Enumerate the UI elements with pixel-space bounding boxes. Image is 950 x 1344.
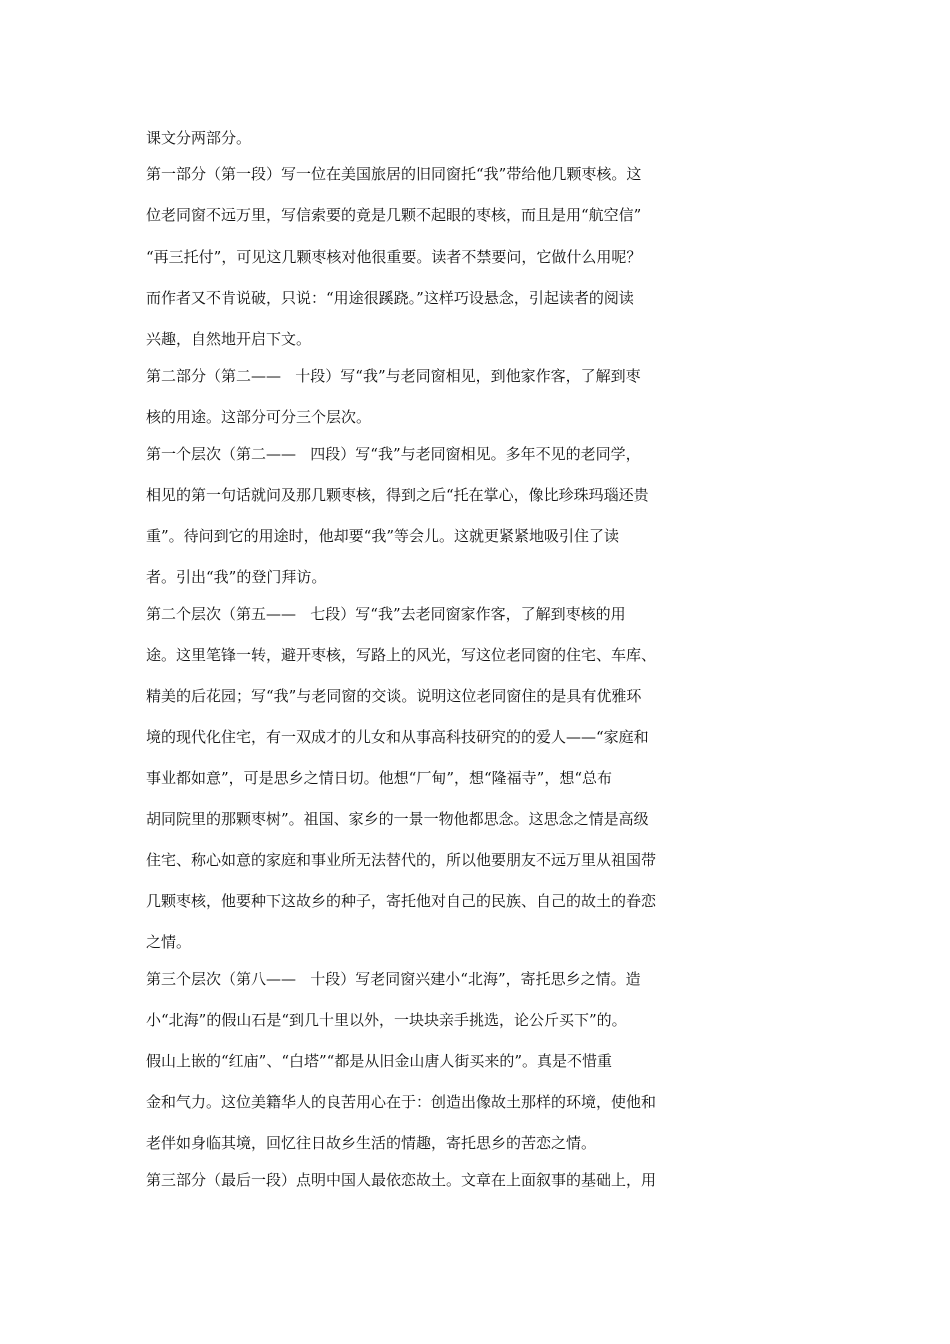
text-line: 第二个层次（第五—— 七段）写“我”去老同窗家作客，了解到枣核的用 — [146, 605, 626, 623]
text-line: 第一个层次（第二—— 四段）写“我”与老同窗相见。多年不见的老同学， — [146, 445, 641, 463]
text-line: 重”。待问到它的用途时，他却要“我”等会儿。这就更紧紧地吸引住了读 — [146, 527, 620, 545]
text-line: 相见的第一句话就问及那几颗枣核，得到之后“托在掌心，像比珍珠玛瑙还贵 — [146, 486, 649, 504]
text-line: 精美的后花园；写“我”与老同窗的交谈。说明这位老同窗住的是具有优雅环 — [146, 687, 642, 705]
text-line: 境的现代化住宅，有一双成才的儿女和从事高科技研究的的爱人——“家庭和 — [146, 728, 649, 746]
text-line: 者。引出“我”的登门拜访。 — [146, 568, 327, 586]
text-line: 第一部分（第一段）写一位在美国旅居的旧同窗托“我”带给他几颗枣核。这 — [146, 165, 642, 183]
text-line: 金和气力。这位美籍华人的良苦用心在于：创造出像故土那样的环境，使他和 — [146, 1093, 657, 1111]
text-line: 兴趣，自然地开启下文。 — [146, 330, 312, 348]
text-line: 住宅、称心如意的家庭和事业所无法替代的，所以他要朋友不远万里从祖国带 — [146, 851, 657, 869]
text-line: 第三个层次（第八—— 十段）写老同窗兴建小“北海”，寄托思乡之情。造 — [146, 970, 641, 988]
text-line: 位老同窗不远万里，写信索要的竟是几颗不起眼的枣核，而且是用“航空信” — [146, 206, 642, 224]
text-line: 途。这里笔锋一转，避开枣核，写路上的风光，写这位老同窗的住宅、车库、 — [146, 646, 657, 664]
text-line: 之情。 — [146, 933, 192, 951]
text-line: 课文分两部分。 — [146, 129, 252, 147]
text-line: 第二部分（第二—— 十段）写“我”与老同窗相见，到他家作客，了解到枣 — [146, 367, 641, 385]
text-line: 老伴如身临其境，回忆往日故乡生活的情趣，寄托思乡的苦恋之情。 — [146, 1134, 597, 1152]
text-line: 第三部分（最后一段）点明中国人最依恋故土。文章在上面叙事的基础上，用 — [146, 1171, 657, 1189]
text-line: “再三托付”，可见这几颗枣核对他很重要。读者不禁要问，它做什么用呢？ — [146, 248, 642, 266]
text-line: 而作者又不肯说破，只说：“用途很蹊跷。”这样巧设悬念，引起读者的阅读 — [146, 289, 634, 307]
text-line: 胡同院里的那颗枣树”。祖国、家乡的一景一物他都思念。这思念之情是高级 — [146, 810, 649, 828]
text-line: 几颗枣核，他要种下这故乡的种子，寄托他对自己的民族、自己的故土的眷恋 — [146, 892, 657, 910]
text-line: 假山上嵌的“红庙”、“白塔”“都是从旧金山唐人街买来的”。真是不惜重 — [146, 1052, 613, 1070]
text-line: 核的用途。这部分可分三个层次。 — [146, 408, 372, 426]
text-line: 小“北海”的假山石是“到几十里以外，一块块亲手挑选，论公斤买下”的。 — [146, 1011, 627, 1029]
text-line: 事业都如意”，可是思乡之情日切。他想“厂甸”，想“隆福寺”，想“总布 — [146, 769, 613, 787]
